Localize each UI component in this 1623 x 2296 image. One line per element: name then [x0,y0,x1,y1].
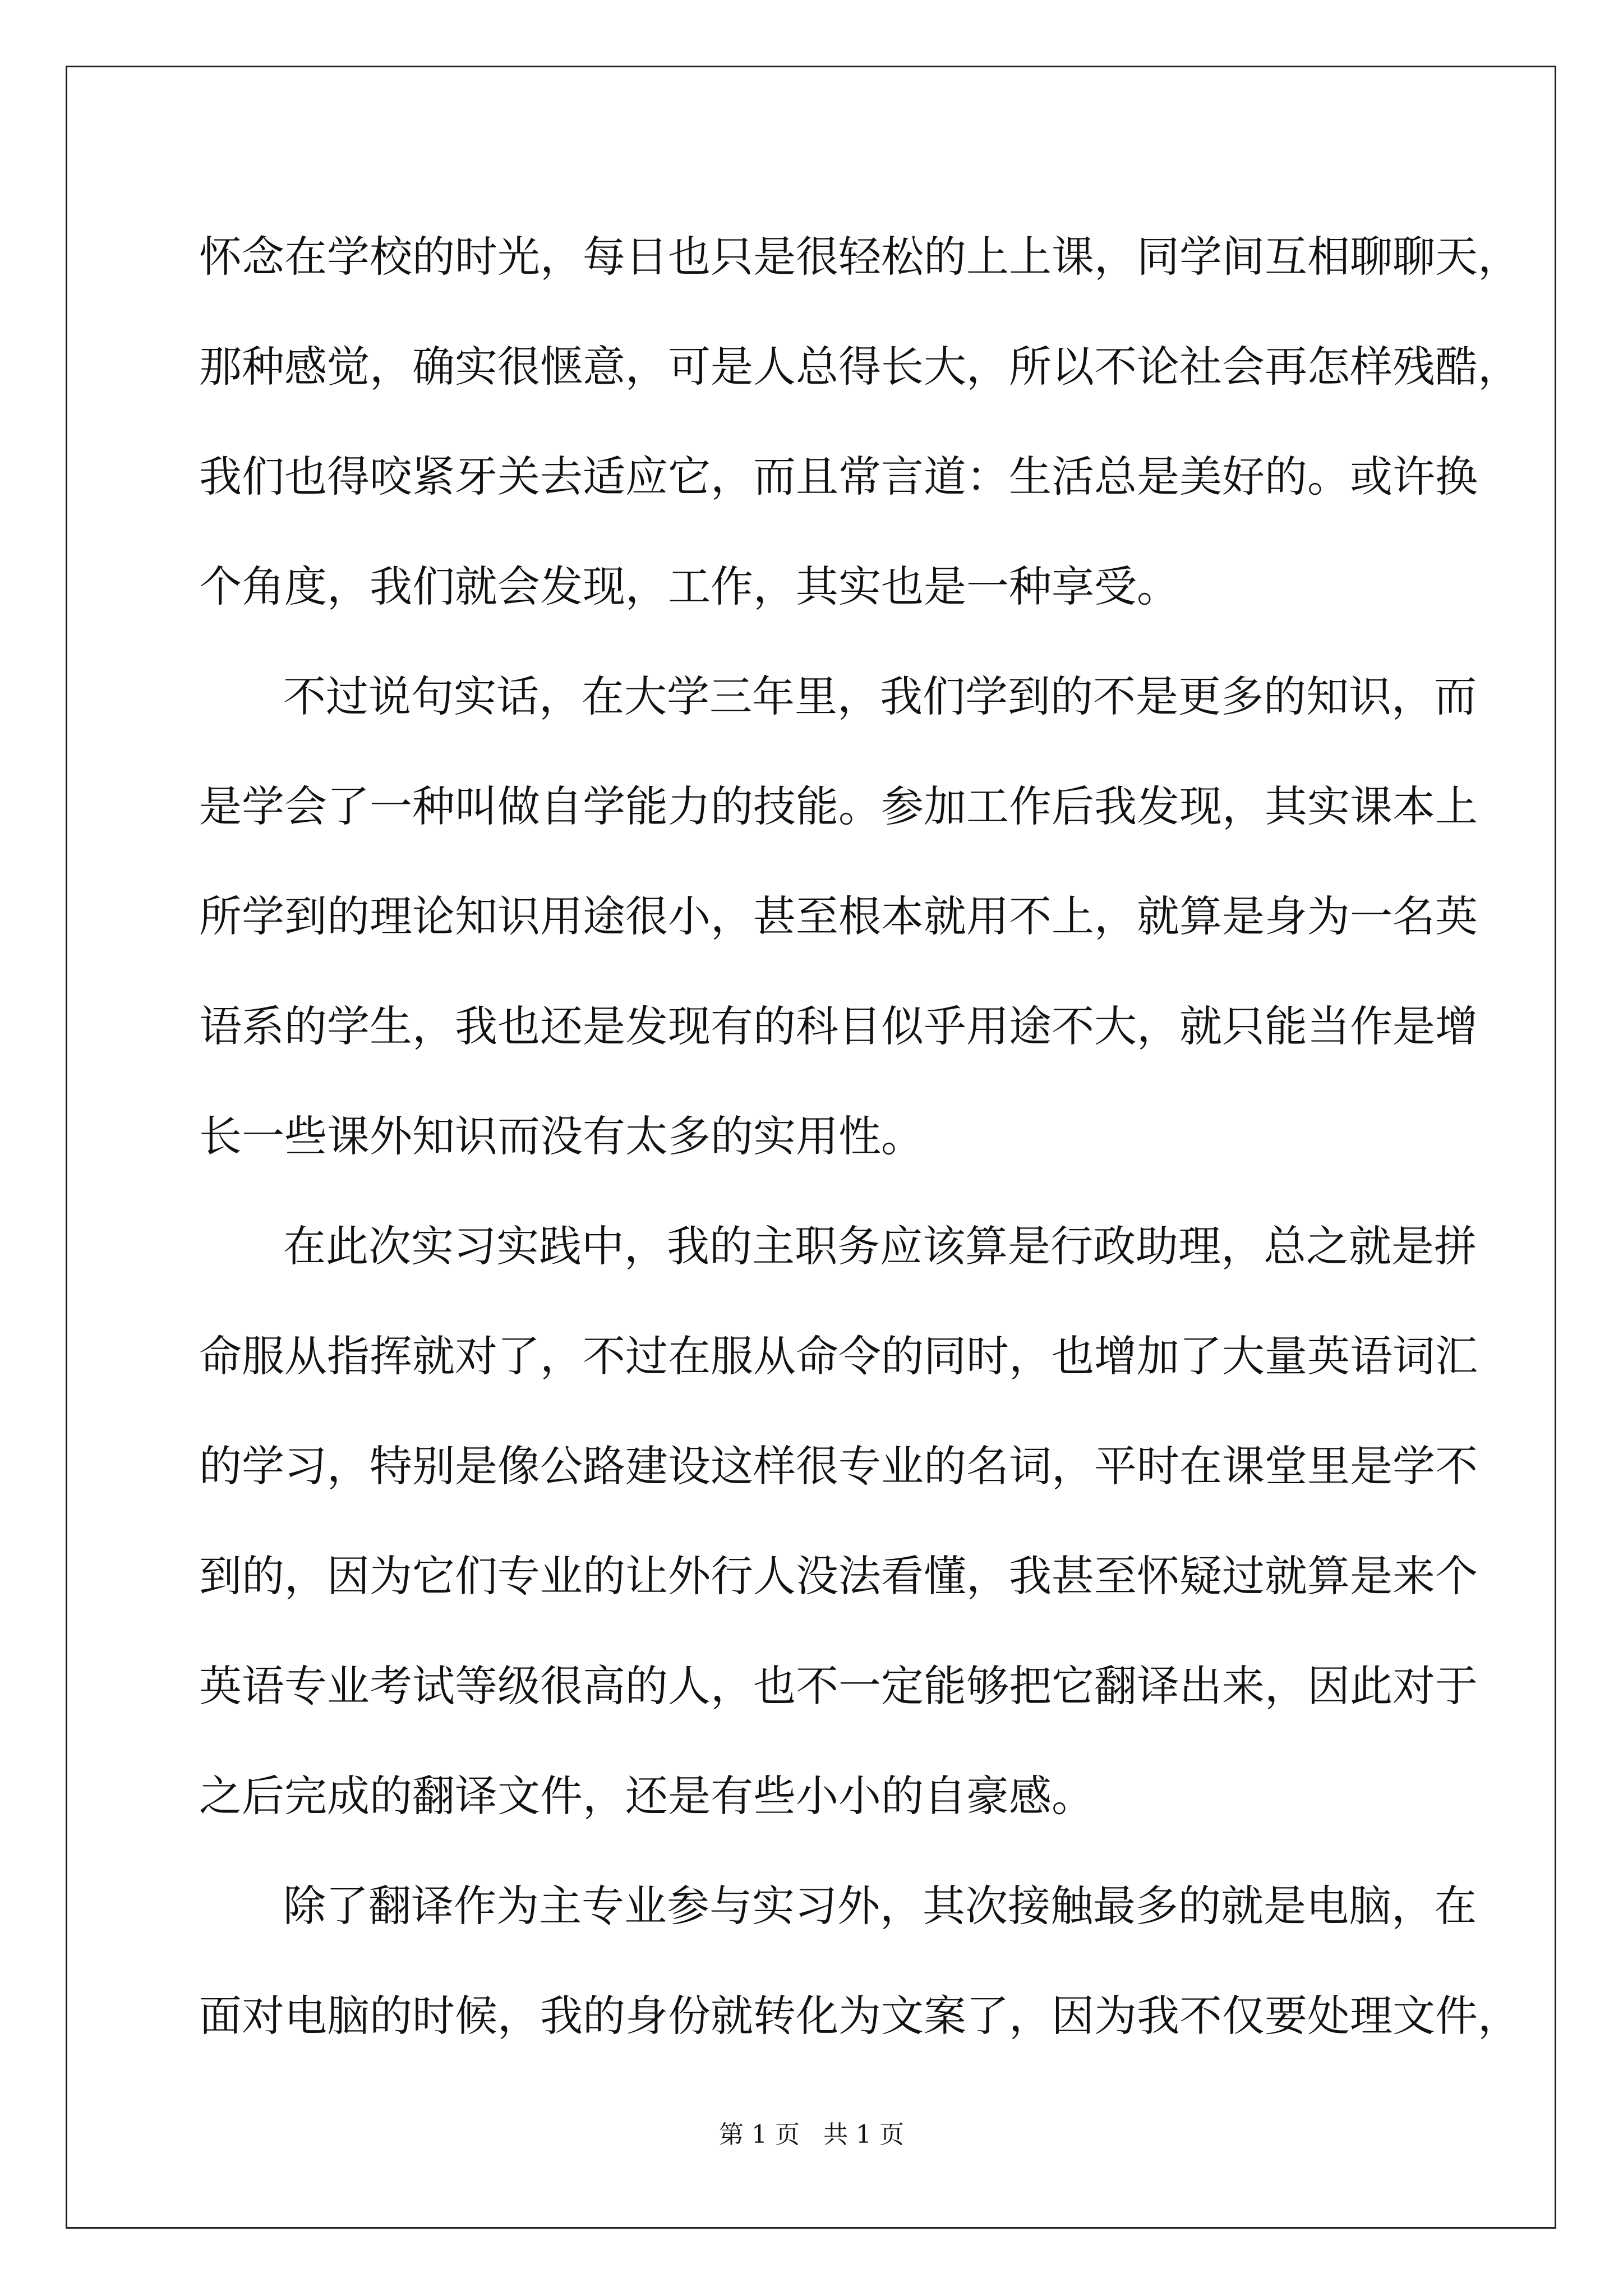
text-line: 所学到的理论知识用途很小，甚至根本就用不上，就算是身为一名英 [199,891,1478,941]
text-line: 我们也得咬紧牙关去适应它，而且常言道：生活总是美好的。或许换 [199,452,1478,501]
text-line: 那种感觉，确实很惬意，可是人总得长大，所以不论社会再怎样残酷， [199,342,1520,392]
document-body [199,202,1520,2071]
text-line: 是学会了一种叫做自学能力的技能。参加工作后我发现，其实课本上 [199,781,1478,831]
text-line: 除了翻译作为主专业参与实习外，其次接触最多的就是电脑，在 [283,1881,1477,1931]
text-line: 语系的学生，我也还是发现有的科目似乎用途不大，就只能当作是增 [199,1001,1478,1051]
page-footer: 第 1 页 共 1 页 [719,2120,904,2149]
text-line: 面对电脑的时候，我的身份就转化为文案了，因为我不仅要处理文件， [199,1991,1520,2041]
text-line: 命服从指挥就对了，不过在服从命令的同时，也增加了大量英语词汇 [199,1331,1478,1381]
text-line: 到的，因为它们专业的让外行人没法看懂，我甚至怀疑过就算是来个 [199,1551,1478,1601]
text-line: 英语专业考试等级很高的人，也不一定能够把它翻译出来，因此对于 [199,1661,1478,1711]
text-line: 不过说句实话，在大学三年里，我们学到的不是更多的知识，而 [283,671,1477,721]
text-line: 怀念在学校的时光，每日也只是很轻松的上上课，同学间互相聊聊天， [199,232,1520,282]
text-line: 之后完成的翻译文件，还是有些小小的自豪感。 [199,1771,1094,1821]
text-line: 的学习，特别是像公路建设这样很专业的名词，平时在课堂里是学不 [199,1441,1478,1491]
text-line: 个角度，我们就会发现，工作，其实也是一种享受。 [199,562,1179,611]
text-line: 长一些课外知识而没有太多的实用性。 [199,1111,924,1161]
text-line: 在此次实习实践中，我的主职务应该算是行政助理，总之就是拼 [283,1221,1477,1271]
